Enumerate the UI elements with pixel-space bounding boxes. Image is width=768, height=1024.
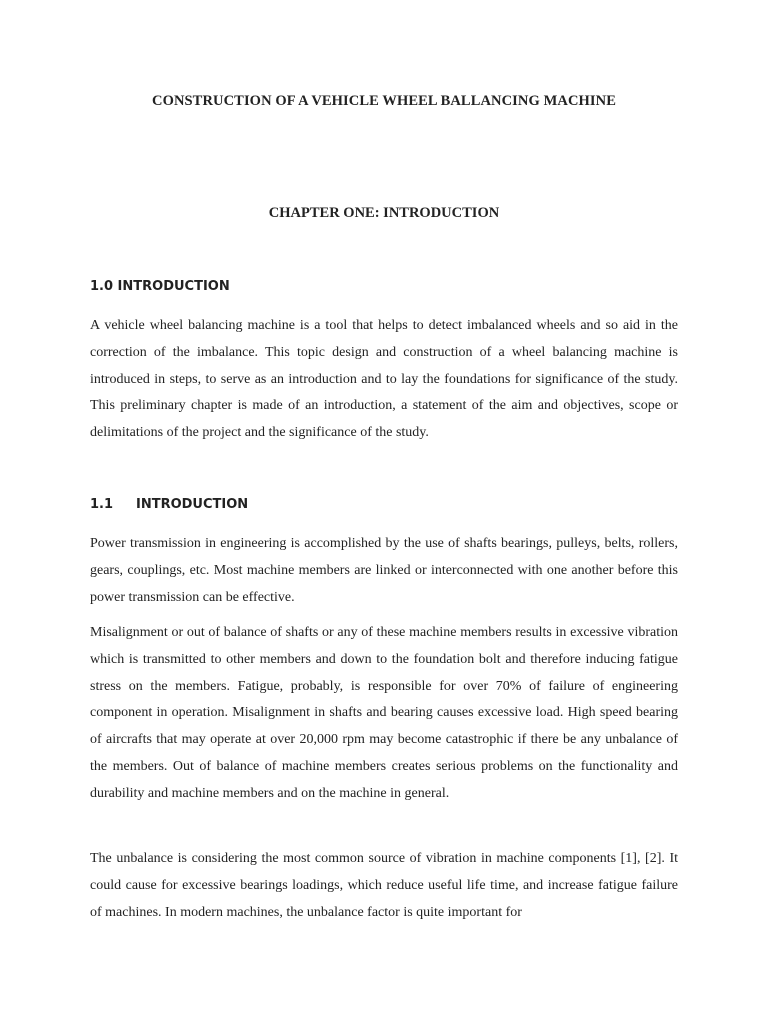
section-heading-text: INTRODUCTION xyxy=(136,497,249,512)
section-1-1-paragraph-2: Misalignment or out of balance of shafts or any of these machine members results in excessive vibration which is transmitted to other members and down to the foundation bolt and therefore inducing fatigue stress on the members. Fatigue, probably, is responsible for over 70% of failure of engineering component in operation. Misalignment in shafts and bearing causes excessive load. High speed bearing of aircrafts that may operate at over 20,000 rpm may become catastrophic if there be any unbalance of the members. Out of balance of machine members creates serious problems on the functionality and durability and machine members and on the machine in general. xyxy=(90,625,678,801)
section-heading-1-1 xyxy=(90,497,248,512)
section-1-1-paragraph-1: Power transmission in engineering is accomplished by the use of shafts bearings, pulleys, belts, rollers, gears, couplings, etc. Most machine members are linked or interconnected with one another before this power transmission can be effective. xyxy=(90,536,678,605)
section-number: 1.1 xyxy=(90,497,114,512)
section-heading-1-0: 1.0 INTRODUCTION xyxy=(90,279,230,294)
section-1-1-paragraph-3: The unbalance is considering the most common source of vibration in machine components [1], [2]. It could cause for excessive bearings loadings, which reduce useful life time, and increase fatigue failure of machines. In modern machines, the unbalance factor is quite important for xyxy=(90,851,678,920)
document-title: CONSTRUCTION OF A VEHICLE WHEEL BALLANCING MACHINE xyxy=(152,93,616,109)
chapter-title: CHAPTER ONE: INTRODUCTION xyxy=(268,205,500,221)
section-1-0-paragraph: A vehicle wheel balancing machine is a tool that helps to detect imbalanced wheels and so aid in the correction of the imbalance. This topic design and construction of a wheel balancing machine is introduced in steps, to serve as an introduction and to lay the foundations for significance of the study. This preliminary chapter is made of an introduction, a statement of the aim and objectives, scope or delimitations of the project and the significance of the study. xyxy=(90,318,678,441)
